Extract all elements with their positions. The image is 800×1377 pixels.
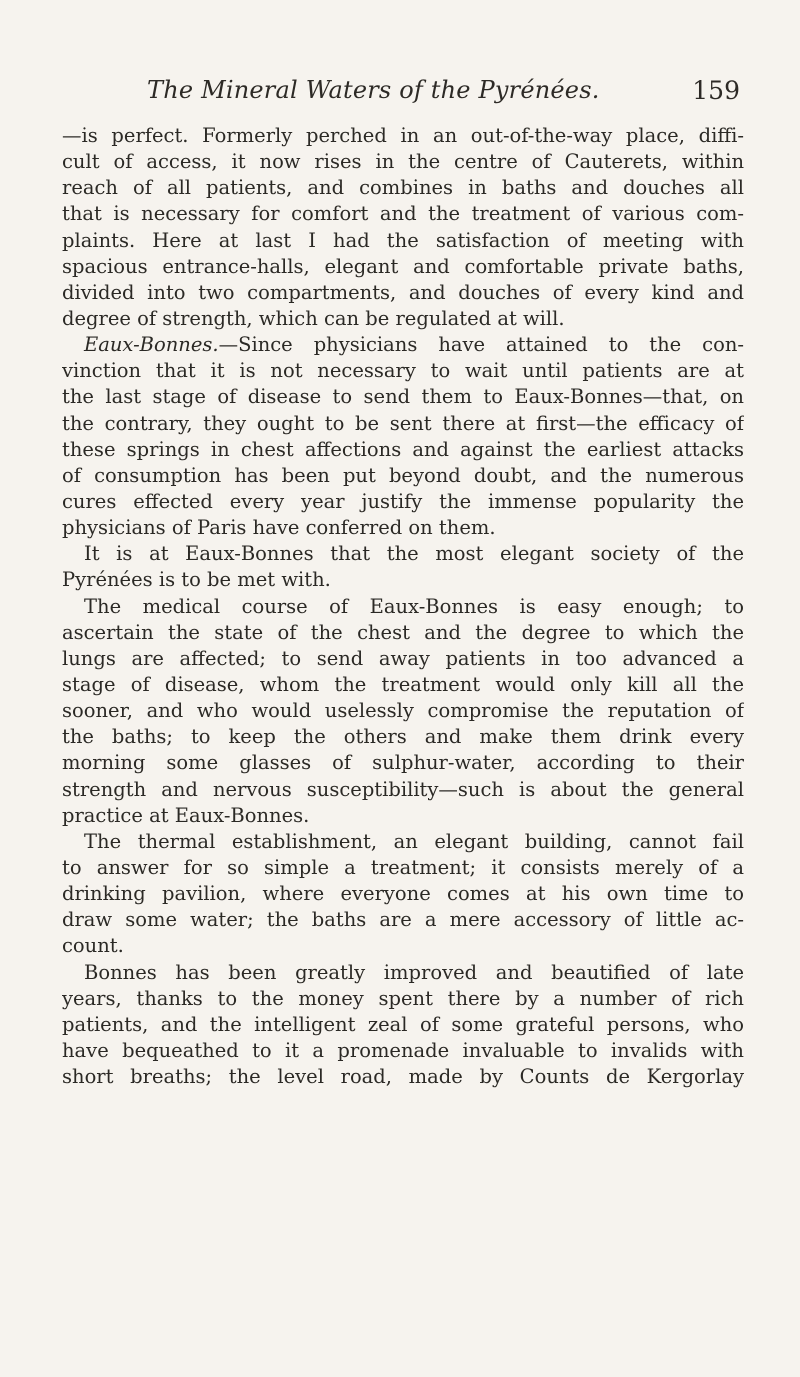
page-number: 159: [692, 76, 740, 105]
text-line: count.: [62, 934, 124, 958]
text-line: the last stage of disease to send them to Eaux-Bonnes—that, on: [62, 385, 744, 409]
text-line: draw some water; the baths are a mere accessory of little ac-: [62, 908, 744, 932]
section-start-line: [62, 332, 744, 358]
text-line: short breaths; the level road, made by Counts de Kergorlay: [62, 1065, 744, 1089]
text-line: It is at Eaux-Bonnes that the most elegant society of the: [84, 542, 744, 566]
text-line: divided into two compartments, and douches of every kind and: [62, 280, 744, 304]
text-line: stage of disease, whom the treatment would only kill all the: [62, 672, 744, 696]
body-text: [62, 123, 744, 1090]
text-line: —is perfect. Formerly perched in an out-of-the-way place, diffi-: [62, 124, 744, 147]
text-line: vinction that it is not necessary to wait until patients are at: [62, 359, 744, 383]
text-line: degree of strength, which can be regulated at will.: [62, 306, 565, 330]
text-line: lungs are affected; to send away patients in too advanced a: [62, 646, 744, 670]
text-line: the baths; to keep the others and make them drink every: [62, 725, 744, 749]
running-title: The Mineral Waters of the Pyrénées.: [147, 76, 600, 104]
text-line: patients, and the intelligent zeal of some grateful persons, who: [62, 1012, 744, 1036]
text-line: The medical course of Eaux-Bonnes is easy enough; to: [84, 594, 744, 618]
text-line: cures effected every year justify the immense popularity the: [62, 489, 744, 513]
text-line: sooner, and who would uselessly compromise the reputation of: [62, 699, 744, 723]
text-line: to answer for so simple a treatment; it consists merely of a: [62, 855, 744, 879]
text-line: that is necessary for comfort and the treatment of various com-: [62, 202, 744, 226]
page-header: [62, 76, 742, 116]
text-line: Bonnes has been greatly improved and beautified of late: [84, 960, 744, 984]
text-line: morning some glasses of sulphur-water, according to their: [62, 751, 744, 775]
text-line: years, thanks to the money spent there by a number of rich: [62, 986, 744, 1010]
text-line: plaints. Here at last I had the satisfaction of meeting with: [62, 228, 744, 252]
text-line: The thermal establishment, an elegant building, cannot fail: [84, 829, 744, 853]
text-line: ascertain the state of the chest and the degree to which the: [62, 620, 744, 644]
text-line: Pyrénées is to be met with.: [62, 568, 331, 592]
text-line: drinking pavilion, where everyone comes at his own time to: [62, 882, 744, 906]
text-line: these springs in chest affections and against the earliest attacks: [62, 437, 744, 461]
text-line: practice at Eaux-Bonnes.: [62, 803, 310, 827]
section-start-text: —Since physicians have attained to the con-: [218, 333, 744, 357]
text-line: spacious entrance-halls, elegant and comfortable private baths,: [62, 254, 744, 278]
text-line: cult of access, it now rises in the centre of Cauterets, within: [62, 150, 744, 174]
text-line: of consumption has been put beyond doubt, and the numerous: [62, 463, 744, 487]
text-line: physicians of Paris have conferred on them.: [62, 516, 496, 540]
text-line: the contrary, they ought to be sent there at first—the efficacy of: [62, 411, 744, 435]
section-heading: Eaux-Bonnes.: [84, 333, 219, 357]
text-line: have bequeathed to it a promenade invaluable to invalids with: [62, 1038, 744, 1062]
text-line: reach of all patients, and combines in baths and douches all: [62, 176, 744, 200]
text-line: strength and nervous susceptibility—such is about the general: [62, 777, 744, 801]
